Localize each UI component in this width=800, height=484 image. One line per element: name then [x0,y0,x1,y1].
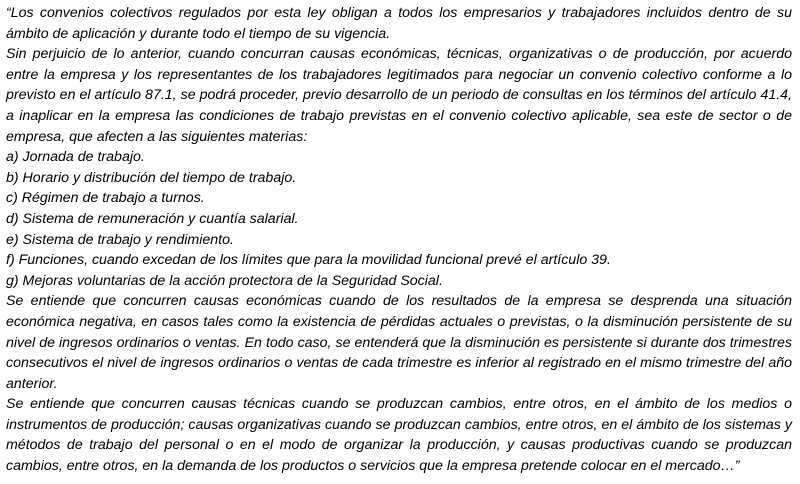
list-item: a) Jornada de trabajo. [6,149,145,166]
technical-causes-paragraph: Se entiende que concurren causas técnicas cuando se produzcan cambios, entre otros, en el ámbito de los medios o instrumentos de producción; causas organizativas cuando se produzcan cambios, entre otros, en el ámbito de los sistemas y métodos de trabajo del personal o en el modo de organizar la producción, y causas productivas cuando se produzcan cambios, entre otros, en la demanda de los productos o servicios que la empresa pretende colocar en el mercado…” [6,396,792,475]
economic-causes-paragraph: Se entiende que concurren causas económicas cuando de los resultados de la empresa se desprenda una situación económica negativa, en casos tales como la existencia de pérdidas actuales o previstas, o la disminución persistente de su nivel de ingresos ordinarios o ventas. En todo caso, se entenderá que la disminución es persistente si durante dos trimestres consecutivos el nivel de ingresos ordinarios o ventas de cada trimestre es inferior al registrado en el mismo trimestre del año anterior. [6,293,792,392]
intro-paragraph: “Los convenios colectivos regulados por esta ley obligan a todos los empresarios y trabajadores incluidos dentro de su ámbito de aplicación y durante todo el tiempo de su vigencia. [6,5,792,42]
list-item: b) Horario y distribución del tiempo de trabajo. [6,169,297,186]
exception-paragraph: Sin perjuicio de lo anterior, cuando concurran causas económicas, técnicas, organizativas o de producción, por acuerdo entre la empresa y los representantes de los trabajadores legitimados para negociar un convenio colectivo conforme a lo previsto en el artículo 87.1, se podrá proceder, previo desarrollo de un periodo de consultas en los términos del artículo 41.4, a inaplicar en la empresa las condiciones de trabajo previstas en el convenio colectivo aplicable, sea este de sector o de empresa, que afecten a las siguientes materias: [6,46,792,145]
list-item: g) Mejoras voluntarias de la acción protectora de la Seguridad Social. [6,272,443,289]
affected-matters-list [6,147,792,291]
list-item: d) Sistema de remuneración y cuantía salarial. [6,210,299,227]
list-item: e) Sistema de trabajo y rendimiento. [6,231,234,248]
list-item: f) Funciones, cuando excedan de los límites que para la movilidad funcional prevé el artículo 39. [6,252,611,269]
list-item: c) Régimen de trabajo a turnos. [6,190,205,207]
